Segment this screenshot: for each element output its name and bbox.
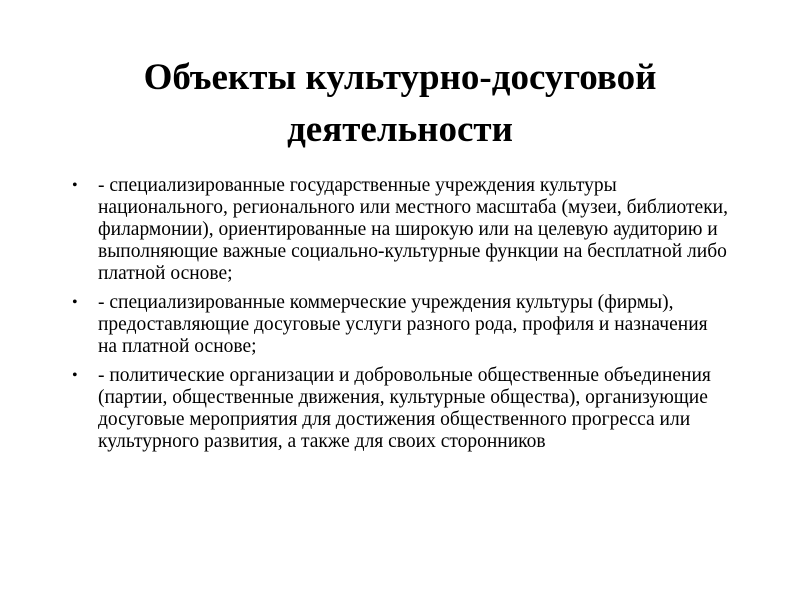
- list-item-text: - специализированные государственные учреждения культуры национального, регионального или местного масштаба (музеи, библиотеки, филармонии), ориентированные на широкую или на целевую аудиторию и выполняющие важные социально-культурные функции на бесплатной либо платной основе;: [98, 175, 728, 284]
- bullet-icon: •: [72, 177, 78, 194]
- slide-title: Объекты культурно-досуговой деятельности: [143, 57, 657, 150]
- list-item-text: - специализированные коммерческие учреждения культуры (фирмы), предоставляющие досуговые услуги разного рода, профиля и назначения на платной основе;: [98, 292, 708, 357]
- list-item: [68, 365, 728, 453]
- bullet-icon: •: [72, 294, 78, 311]
- bullet-list: [68, 175, 728, 460]
- list-item: [68, 175, 728, 285]
- list-item: [68, 292, 728, 358]
- list-item-text: - политические организации и добровольные общественные объединения (партии, общественные движения, культурные общества), организующие досуговые мероприятия для достижения общественного прогресса или культурного развития, а также для своих сторонников: [98, 365, 711, 452]
- bullet-icon: •: [72, 367, 78, 384]
